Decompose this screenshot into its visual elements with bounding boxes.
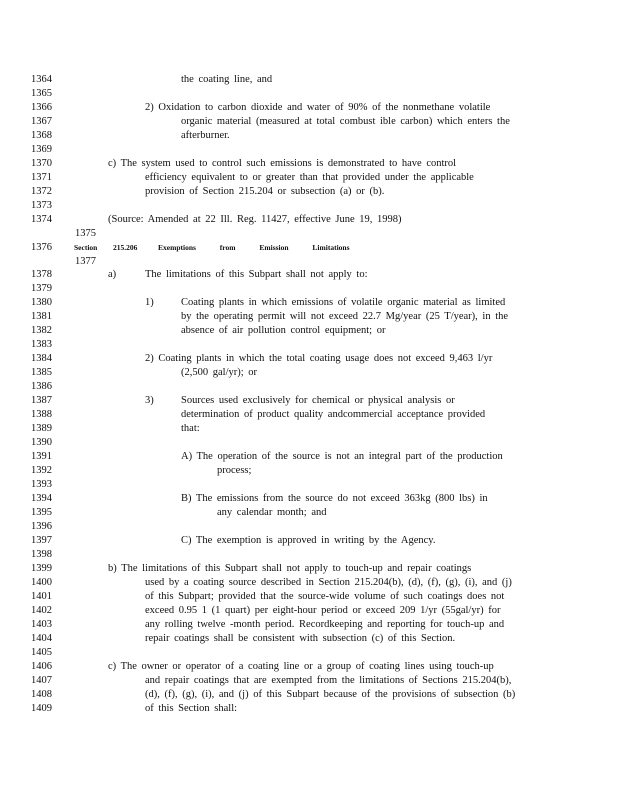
text-line: The limitations of this Subpart shall not apply to: bbox=[145, 269, 368, 280]
line-number: 1390 bbox=[31, 437, 52, 448]
text-line: A) The operation of the source is not an integral part of the production bbox=[181, 451, 503, 462]
line-number: 1398 bbox=[31, 549, 52, 560]
text-line: by the operating permit will not exceed 22.7 Mg/year (25 T/year), in the bbox=[181, 311, 509, 322]
line-number: 1395 bbox=[31, 507, 52, 518]
text-line: organic material (measured at total combust ible carbon) which enters the bbox=[181, 116, 510, 127]
line-number: 1370 bbox=[31, 158, 52, 169]
line-number: 1403 bbox=[31, 619, 52, 630]
line-number: 1379 bbox=[31, 283, 52, 294]
line-number: 1376 bbox=[31, 242, 52, 253]
section-number: 215.206 bbox=[113, 243, 138, 252]
text-line: process; bbox=[217, 465, 252, 476]
source-note: (Source: Amended at 22 Ill. Reg. 11427, effective June 19, 1998) bbox=[108, 214, 402, 225]
line-number: 1404 bbox=[31, 633, 52, 644]
text-line: the coating line, and bbox=[181, 74, 273, 85]
line-number: 1368 bbox=[31, 130, 52, 141]
text-line: exceed 0.95 1 (1 quart) per eight-hour period or exceed 209 1/yr (55gal/yr) for bbox=[145, 605, 501, 616]
text-line: 2) Coating plants in which the total coating usage does not exceed 9,463 l/yr bbox=[145, 353, 493, 364]
line-number: 1400 bbox=[31, 577, 52, 588]
line-number: 1367 bbox=[31, 116, 52, 127]
line-number: 1374 bbox=[31, 214, 52, 225]
text-line: and repair coatings that are exempted from the limitations of Sections 215.204(b), bbox=[145, 675, 512, 686]
text-line: repair coatings shall be consistent with subsection (c) of this Section. bbox=[145, 633, 456, 644]
list-label: 1) bbox=[145, 297, 154, 308]
line-number: 1389 bbox=[31, 423, 52, 434]
text-line: any rolling twelve -month period. Recordkeeping and reporting for touch-up and bbox=[145, 619, 505, 630]
list-label: 3) bbox=[145, 395, 154, 406]
text-line: used by a coating source described in Section 215.204(b), (d), (f), (g), (i), and (j) bbox=[145, 577, 512, 588]
line-number: 1399 bbox=[31, 563, 52, 574]
line-number: 1393 bbox=[31, 479, 52, 490]
line-number: 1369 bbox=[31, 144, 52, 155]
line-number: 1377 bbox=[75, 256, 96, 267]
line-number: 1378 bbox=[31, 269, 52, 280]
text-line: afterburner. bbox=[181, 130, 230, 141]
line-number: 1366 bbox=[31, 102, 52, 113]
text-line: determination of product quality andcommercial acceptance provided bbox=[181, 409, 486, 420]
line-number: 1381 bbox=[31, 311, 52, 322]
line-number: 1388 bbox=[31, 409, 52, 420]
line-number: 1405 bbox=[31, 647, 52, 658]
text-line: of this Section shall: bbox=[145, 703, 238, 714]
text-line: that: bbox=[181, 423, 200, 434]
text-line: b) The limitations of this Subpart shall not apply to touch-up and repair coatings bbox=[108, 563, 472, 574]
line-number: 1392 bbox=[31, 465, 52, 476]
line-number: 1373 bbox=[31, 200, 52, 211]
text-line: 2) Oxidation to carbon dioxide and water of 90% of the nonmethane volatile bbox=[145, 102, 491, 113]
line-number: 1394 bbox=[31, 493, 52, 504]
text-line: (2,500 gal/yr); or bbox=[181, 367, 258, 378]
text-line: provision of Section 215.204 or subsection (a) or (b). bbox=[145, 186, 385, 197]
line-number: 1371 bbox=[31, 172, 52, 183]
line-number: 1382 bbox=[31, 325, 52, 336]
text-line: of this Subpart; provided that the source-wide volume of such coatings does not bbox=[145, 591, 505, 602]
line-number: 1406 bbox=[31, 661, 52, 672]
line-number: 1384 bbox=[31, 353, 52, 364]
text-line: Coating plants in which emissions of volatile organic material as limited bbox=[181, 297, 506, 308]
text-line: absence of air pollution control equipment; or bbox=[181, 325, 386, 336]
section-title: Exemptions from Emission Limitations bbox=[158, 243, 350, 252]
line-number: 1396 bbox=[31, 521, 52, 532]
line-number: 1391 bbox=[31, 451, 52, 462]
text-line: B) The emissions from the source do not exceed 363kg (800 lbs) in bbox=[181, 493, 488, 504]
line-number: 1397 bbox=[31, 535, 52, 546]
text-line: any calendar month; and bbox=[217, 507, 327, 518]
line-number: 1387 bbox=[31, 395, 52, 406]
line-number: 1385 bbox=[31, 367, 52, 378]
text-line: C) The exemption is approved in writing by the Agency. bbox=[181, 535, 436, 546]
line-number: 1401 bbox=[31, 591, 52, 602]
line-number: 1383 bbox=[31, 339, 52, 350]
line-number: 1364 bbox=[31, 74, 52, 85]
line-number: 1407 bbox=[31, 675, 52, 686]
text-line: c) The system used to control such emissions is demonstrated to have control bbox=[108, 158, 457, 169]
line-number: 1402 bbox=[31, 605, 52, 616]
line-number: 1372 bbox=[31, 186, 52, 197]
text-line: (d), (f), (g), (i), and (j) of this Subpart because of the provisions of subsection (b) bbox=[145, 689, 516, 700]
line-number: 1375 bbox=[75, 228, 96, 239]
line-number: 1409 bbox=[31, 703, 52, 714]
line-number: 1386 bbox=[31, 381, 52, 392]
text-line: Sources used exclusively for chemical or physical analysis or bbox=[181, 395, 455, 406]
line-number: 1380 bbox=[31, 297, 52, 308]
section-label: Section bbox=[74, 243, 98, 252]
line-number: 1408 bbox=[31, 689, 52, 700]
text-line: c) The owner or operator of a coating line or a group of coating lines using touch-up bbox=[108, 661, 494, 672]
list-label: a) bbox=[108, 269, 117, 280]
line-number: 1365 bbox=[31, 88, 52, 99]
text-line: efficiency equivalent to or greater than that provided under the applicable bbox=[145, 172, 474, 183]
